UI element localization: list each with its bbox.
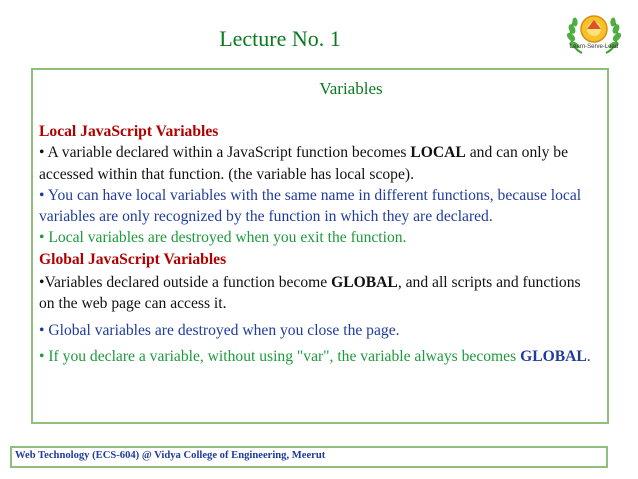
local-keyword: LOCAL <box>410 144 466 162</box>
local-bullet-1: • A variable declared within a JavaScript function becomes LOCAL and can only be accessed within that function. (the variable has local scope). <box>39 144 569 183</box>
content-box <box>31 68 609 424</box>
college-logo <box>560 3 628 63</box>
footer-text: Web Technology (ECS-604) @ Vidya College of Engineering, Meerut <box>15 450 326 461</box>
global-bullet-2: • Global variables are destroyed when you close the page. <box>39 321 400 339</box>
global-bullet-1: •Variables declared outside a function become GLOBAL, and all scripts and functions on the web page can access it. <box>39 274 581 313</box>
global-keyword: GLOBAL <box>331 274 398 292</box>
global-bullet-3: • If you declare a variable, without using "var", the variable always becomes GLOBAL. <box>39 347 591 365</box>
global-keyword-2: GLOBAL <box>520 347 587 365</box>
local-bullet-2: • You can have local variables with the same name in different functions, because local variables are only recognized by the function in which they are declared. <box>39 186 582 226</box>
global-variables-title: Global JavaScript Variables <box>39 250 227 268</box>
footer <box>10 446 608 468</box>
local-variables-title: Local JavaScript Variables <box>39 123 219 140</box>
logo-caption: Learn-Serve-Lead <box>569 44 619 50</box>
text-area <box>39 121 599 367</box>
lecture-title: Lecture No. 1 <box>219 26 341 51</box>
local-bullet-3: • Local variables are destroyed when you exit the function. <box>39 229 407 247</box>
box-heading: Variables <box>319 79 383 98</box>
